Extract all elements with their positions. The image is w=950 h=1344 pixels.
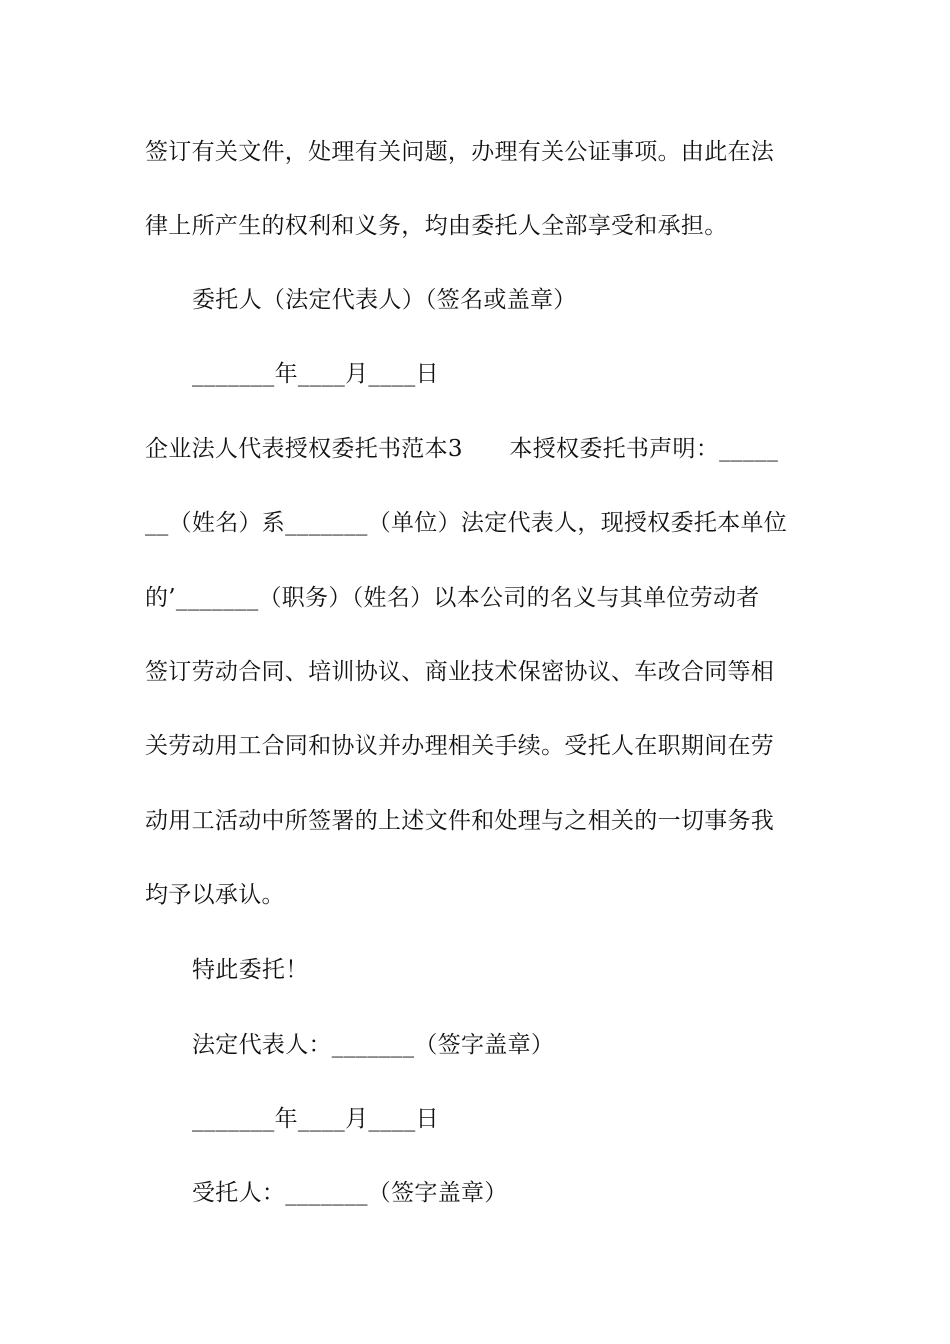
body-text-line: __（姓名）系_______（单位）法定代表人，现授权委托本单位 bbox=[145, 510, 788, 536]
body-text-line: 关劳动用工合同和协议并办理相关手续。受托人在职期间在劳 bbox=[145, 733, 775, 759]
section-title-line: 企业法人代表授权委托书范本3 本授权委托书声明：_____ bbox=[145, 436, 779, 462]
body-text-line: 律上所产生的权利和义务，均由委托人全部享受和承担。 bbox=[145, 213, 728, 239]
body-text-line: 均予以承认。 bbox=[145, 882, 285, 908]
body-text-line: 签订劳动合同、培训协议、商业技术保密协议、车改合同等相 bbox=[145, 659, 775, 685]
trustee-signature-line: 受托人：_______（签字盖章） bbox=[192, 1180, 508, 1206]
body-text-line: 动用工活动中所签署的上述文件和处理与之相关的一切事务我 bbox=[145, 808, 775, 834]
legal-representative-signature-line: 法定代表人：_______（签字盖章） bbox=[192, 1032, 555, 1058]
date-line: _______年____月____日 bbox=[192, 1106, 439, 1132]
body-text-line: 的’_______（职务）（姓名）以本公司的名义与其单位劳动者 bbox=[145, 585, 760, 611]
date-line: _______年____月____日 bbox=[192, 361, 439, 387]
body-text-line: 签订有关文件，处理有关问题，办理有关公证事项。由此在法 bbox=[145, 139, 775, 165]
closing-line: 特此委托！ bbox=[192, 957, 309, 983]
principal-signature-line: 委托人（法定代表人）（签名或盖章） bbox=[192, 287, 577, 313]
